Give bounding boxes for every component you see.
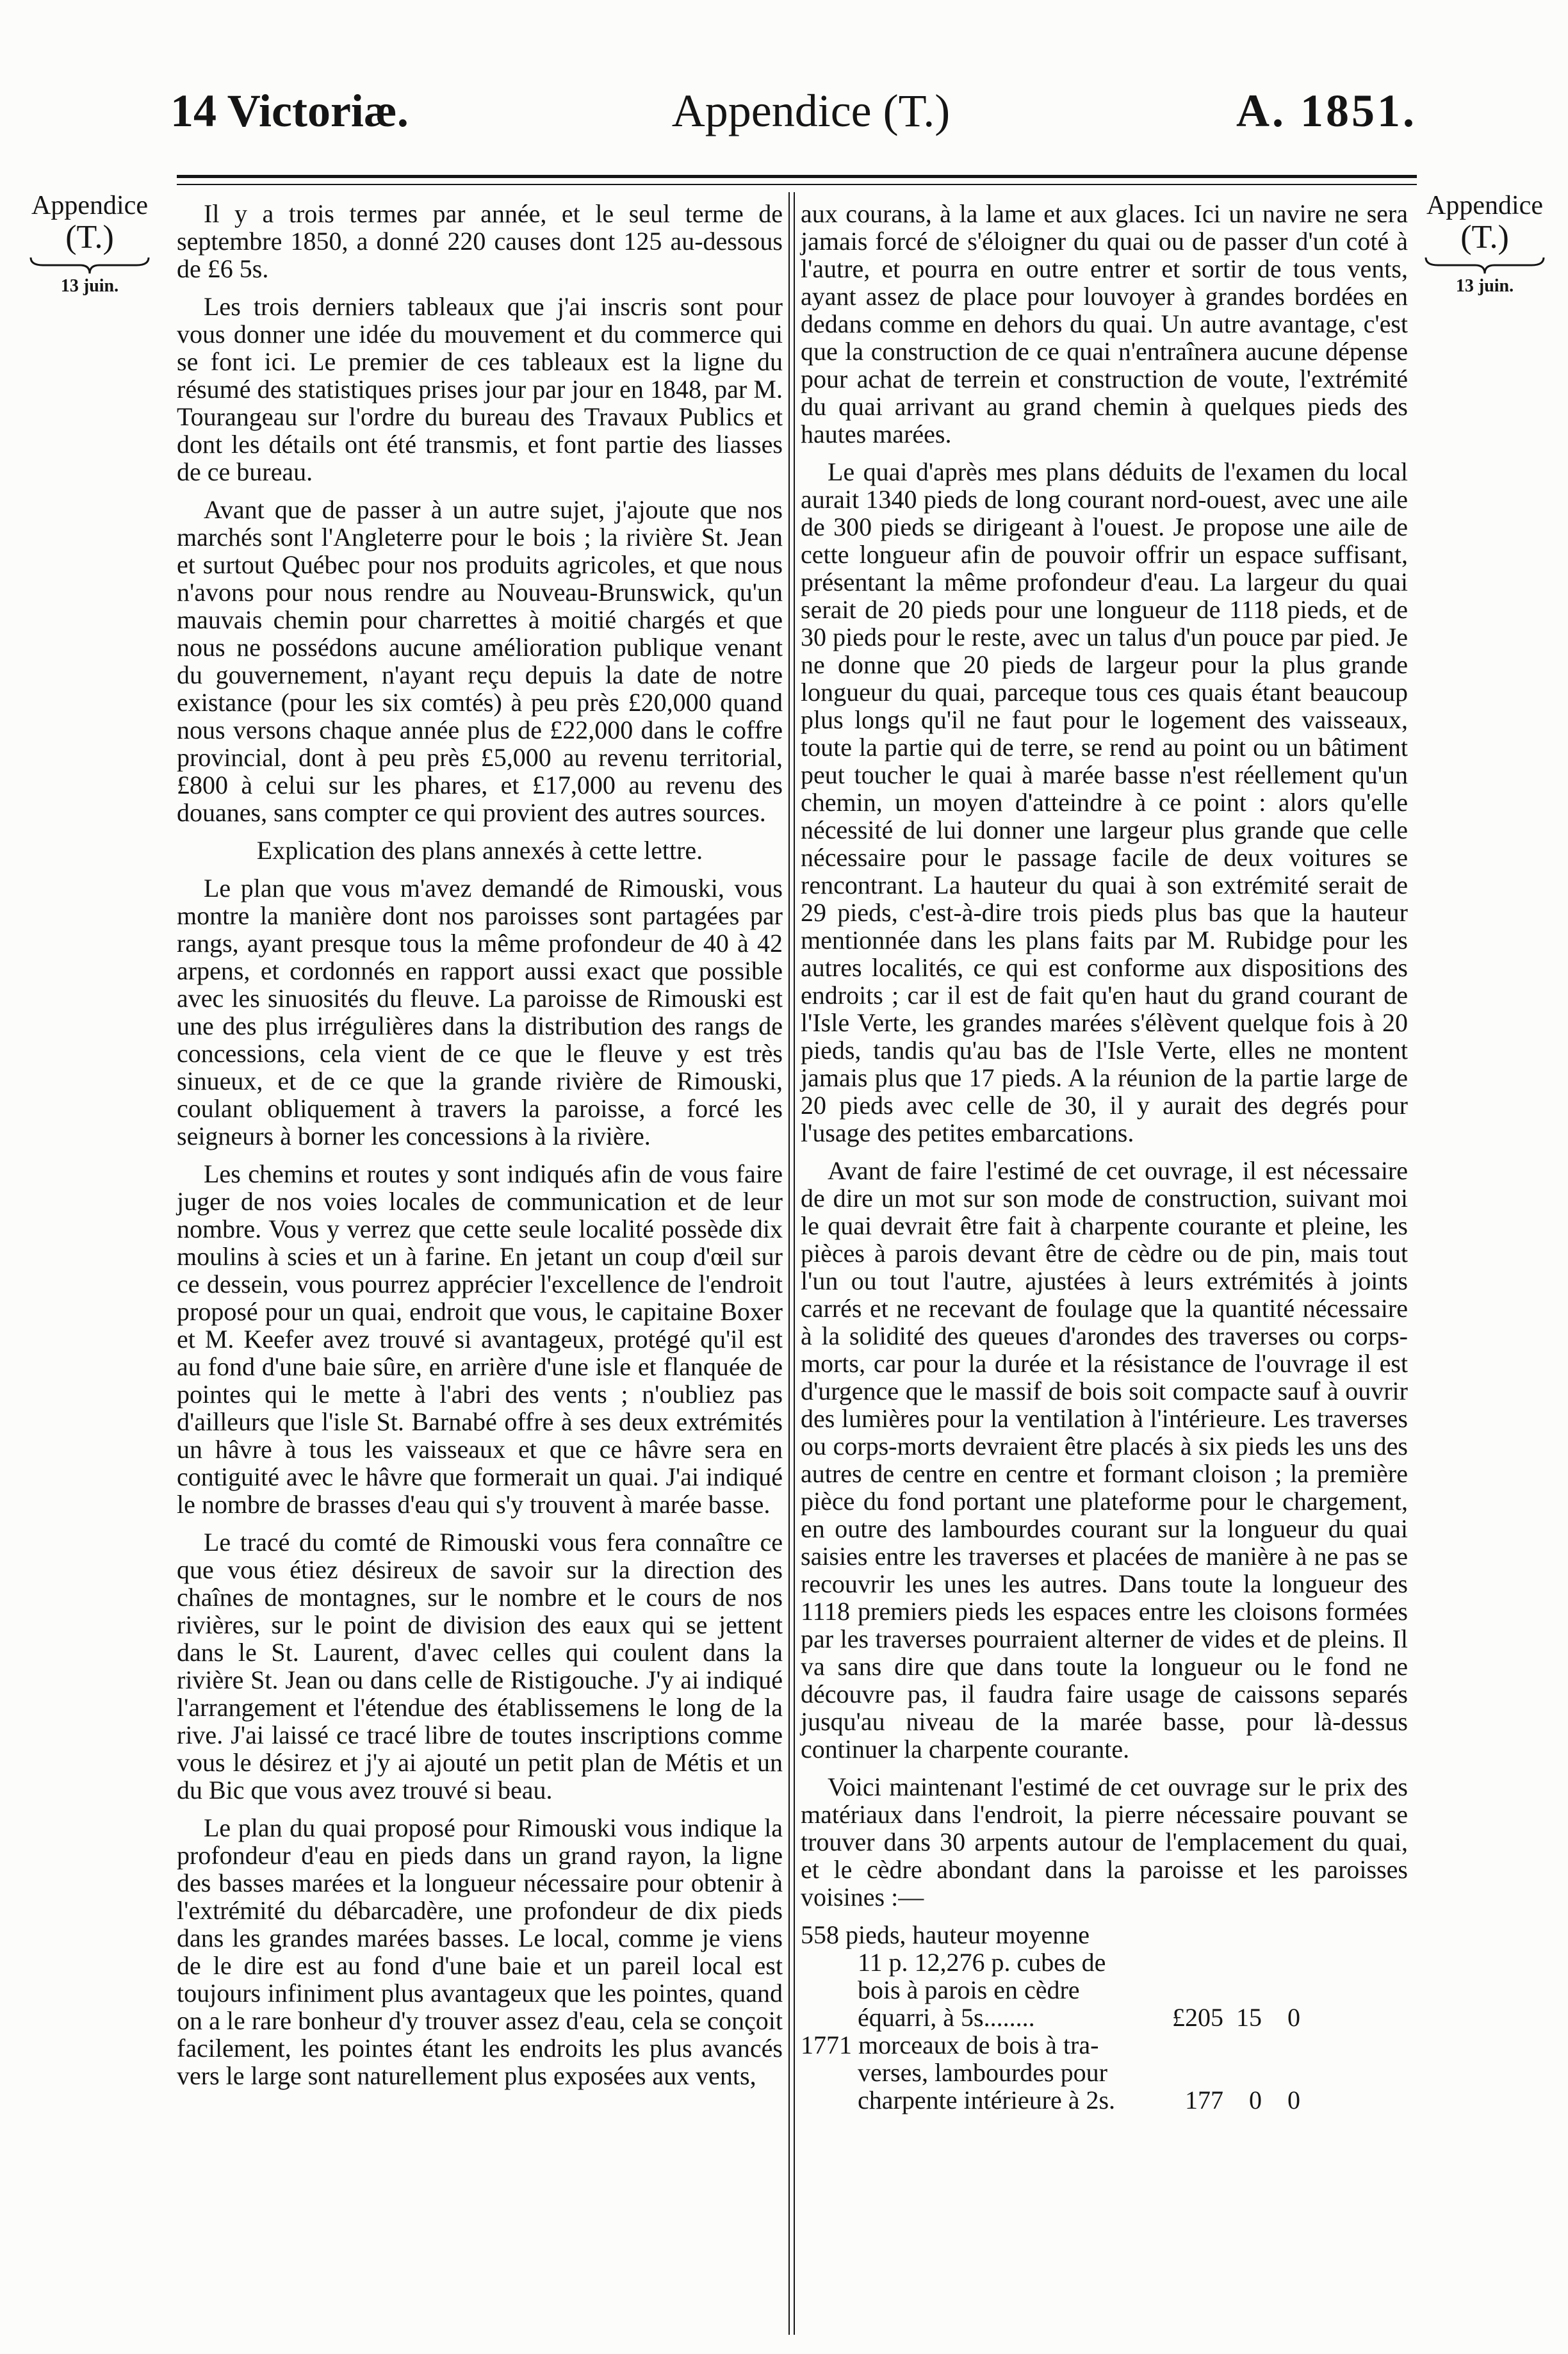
margin-note-date: 13 juin. — [60, 276, 119, 296]
paragraph: Avant que de passer à un autre sujet, j'ajoute que nos marchés sont l'Angleterre pour le bois ; la rivière St. Jean et surtout Québec pour nos produits agricoles, et que nous n'avons pour nous rendre au Nouveau-Brunswick, qu'un mauvais chemin pour charrettes à moitié chargés et que nous ne possédons aucune amélioration publique venant du gouvernement, n'ayant reçu depuis la date de notre existance (pour les six comtés) à peu près £20,000 quand nous versons chaque année plus de £22,000 dans le coffre provincial, dont à peu près £5,000 au revenu territorial, £800 à celui sur les phares, et £17,000 au revenu des douanes, sans compter ce qui provient des autres sources. — [177, 495, 783, 827]
header-rule-thick — [177, 175, 1417, 178]
margin-note-label: Appendice — [31, 191, 148, 220]
estimate-item-text: verses, lambourdes pour — [858, 2058, 1107, 2087]
estimate-line — [801, 2059, 1300, 2086]
estimate-pounds: 177 — [1185, 2086, 1223, 2114]
paragraph: Le plan que vous m'avez demandé de Rimouski, vous montre la manière dont nos paroisses sont partagées par rangs, ayant presque tous la même profondeur de 40 à 42 arpens, et cordonnés en rapport aussi exact que possible avec les sinuosités du fleuve. La paroisse de Rimouski est une des plus irrégulières dans la distribution des rangs de concessions, cela vient de ce que le fleuve y est très sinueux, et de ce que la grande rivière de Rimouski, coulant obliquement à travers la paroisse, a forcé les seigneurs à borner les concessions à la rivière. — [177, 874, 783, 1150]
paragraph-continued: aux courans, à la lame et aux glaces. Ici un navire ne sera jamais forcé de s'éloigner du quai ou de passer d'un coté à l'autre, et pourra en outre entrer et sortir de tous vents, ayant assez de place pour louvoyer à grandes bordées en dedans comme en dehors du quai. Un autre avantage, c'est que la construction de ce quai n'entraînera aucune dépense pour achat de terrein et construction de voute, l'extrémité du quai arrivant au grand chemin à quelques pieds des hautes marées. — [801, 199, 1408, 448]
margin-note-sub: (T.) — [1460, 219, 1509, 256]
estimate-line — [801, 2086, 1300, 2114]
header-appendix: Appendice (T.) — [671, 85, 951, 136]
margin-note-date: 13 juin. — [1455, 276, 1514, 296]
column-divider-line — [788, 192, 790, 2335]
estimate-pence: 0 — [1287, 2003, 1300, 2032]
brace-icon — [29, 256, 151, 275]
estimate-line — [801, 2004, 1300, 2031]
header-year: A. 1851. — [1236, 85, 1417, 136]
estimate-item-text: 558 pieds, hauteur moyenne — [801, 1920, 1090, 1949]
estimate-line — [801, 1949, 1300, 1976]
estimate-shillings: 0 — [1249, 2086, 1262, 2114]
paragraph: Les trois derniers tableaux que j'ai inscris sont pour vous donner une idée du mouvement et du commerce qui se font ici. Le premier de ces tableaux est la ligne du résumé des statistiques prises jour par jour en 1848, par M. Tourangeau sur l'ordre du bureau des Travaux Publics et dont les détails ont été transmis, et font partie des liasses de ce bureau. — [177, 292, 783, 486]
estimate-shillings: 15 — [1236, 2003, 1262, 2032]
estimate-pounds: £205 — [1172, 2003, 1223, 2032]
estimate-line — [801, 1976, 1300, 2004]
estimate-pence: 0 — [1287, 2086, 1300, 2114]
section-heading: Explication des plans annexés à cette lettre. — [256, 836, 703, 865]
left-column — [177, 200, 783, 2089]
paragraph: Voici maintenant l'estimé de cet ouvrage sur le prix des matériaux dans l'endroit, la pierre nécessaire pouvant se trouver dans 30 arpents autour de l'emplacement du quai, et le cèdre abondant dans la paroisse et les paroisses voisines :— — [801, 1772, 1408, 1911]
estimate-item-text: 1771 morceaux de bois à tra- — [801, 2031, 1099, 2059]
margin-note-label: Appendice — [1426, 191, 1543, 220]
margin-note-right — [1414, 191, 1555, 297]
paragraph: Le tracé du comté de Rimouski vous fera connaître ce que vous étiez désireux de savoir sur la direction des chaînes de montagnes, sur le nombre et le cours de nos rivières, sur le point de division des eaux qui se jettent dans le St. Laurent, d'avec celles qui coulent dans la rivière St. Jean ou dans celle de Ristigouche. J'y ai indiqué l'arrangement et l'étendue des établissemens le long de la rive. J'ai laissé ce tracé libre de toutes inscriptions comme vous le désirez et j'y ai ajouté un petit plan de Métis et un du Bic que vous avez trouvé si beau. — [177, 1528, 783, 1804]
estimate-item-text: bois à parois en cèdre — [858, 1975, 1080, 2004]
paragraph: Le plan du quai proposé pour Rimouski vous indique la profondeur d'eau en pieds dans un grand rayon, la ligne des basses marées et la longueur nécessaire pour obtenir à l'extrémité du débarcadère, une profondeur de dix pieds dans les grandes marées basses. Le local, comme je viens de le dire est au fond d'une baie et un pareil local est toujours infiniment plus avantageux que les pointes, quand on a le rare bonheur d'y trouver assez d'eau, cela se conçoit facilement, les pointes étant les endroits les plus avancés vers le large sont naturellement plus exposées aux vents, — [177, 1813, 783, 2090]
estimate-item-text: 11 p. 12,276 p. cubes de — [858, 1948, 1106, 1977]
header-volume: 14 Victoriæ. — [170, 85, 409, 136]
margin-note-left — [19, 191, 160, 297]
estimate-line — [801, 2031, 1300, 2059]
estimate-item-text: charpente intérieure à 2s. — [858, 2086, 1116, 2114]
estimate-item-text: équarri, à 5s........ — [858, 2003, 1035, 2032]
brace-icon — [1424, 256, 1546, 275]
margin-note-sub: (T.) — [65, 219, 114, 256]
column-divider-line — [794, 192, 795, 2335]
right-column — [801, 200, 1408, 2114]
paragraph: Il y a trois termes par année, et le seul terme de septembre 1850, a donné 220 causes dont 125 au-dessous de £6 5s. — [177, 199, 783, 283]
header-rule-thin — [177, 184, 1417, 185]
estimate-table — [801, 1921, 1300, 2114]
paragraph: Avant de faire l'estimé de cet ouvrage, il est nécessaire de dire un mot sur son mode de construction, suivant moi le quai devrait être fait à charpente courante et pleine, les pièces à parois devant être de cèdre ou de pin, mais tout l'un ou tout l'autre, ajustées à leurs extrémités à joints carrés et ne recevant de foulage que la quantité nécessaire à la solidité des queues d'arondes des traverses ou corps-morts, car pour la durée et la résistance de l'ouvrage il est d'urgence que le massif de bois soit compacte sauf à ouvrir des lumières pour la ventilation à l'intérieure. Les traverses ou corps-morts devraient être placés à six pieds les uns des autres de centre en centre et formant cloison ; la première pièce du fond portant une plateforme pour le chargement, en outre des lambourdes courant sur la longueur du quai saisies entre les traverses et placées de manière à ne pas se recouvrir les unes les autres. Dans toute la longueur des 1118 premiers pieds les espaces entre les cloisons formées par les traverses pourraient alterner de vides et de pleins. Il va sans dire que dans toute la longueur ou le fond ne découvre pas, il faudra faire usage de caissons separés jusqu'au niveau de la marée basse, pour là-dessus continuer la charpente courante. — [801, 1156, 1408, 1763]
estimate-line — [801, 1921, 1300, 1949]
paragraph: Le quai d'après mes plans déduits de l'examen du local aurait 1340 pieds de long courant nord-ouest, avec une aile de 300 pieds se dirigeant à l'ouest. Je propose une aile de cette longueur afin de pouvoir offrir un espace suffisant, présentant la même profondeur d'eau. La largeur du quai serait de 20 pieds pour une longueur de 1118 pieds, et de 30 pieds pour le reste, avec un talus d'un pouce par pied. Je ne donne que 20 pieds de largeur pour la plus grande longueur du quai, parceque tous ces quais étant beaucoup plus longs qu'il ne faut pour le logement des vaisseaux, toute la partie qui de terre, se rend au point ou un bâtiment peut toucher le quai à marée basse n'est réellement qu'un chemin, un moyen d'atteindre à ce point : alors qu'elle nécessité de lui donner une largeur plus grande que celle nécessaire pour le passage facile de deux voitures se rencontrant. La hauteur du quai à son extrémité serait de 29 pieds, c'est-à-dire trois pieds plus bas que la hauteur mentionnée dans les plans faits par M. Rubidge pour les autres localités, ce qui est conforme aux dispositions des endroits ; car il est de fait qu'en haut du grand courant de l'Isle Verte, les grandes marées s'élèvent quelque fois à 20 pieds, tandis qu'au bas de l'Isle Verte, elles ne montent jamais plus que 17 pieds. A la réunion de la partie large de 20 pieds avec celle de 30, il y aurait des degrés pour l'usage des petites embarcations. — [801, 457, 1408, 1147]
paragraph: Les chemins et routes y sont indiqués afin de vous faire juger de nos voies locales de communication et de leur nombre. Vous y verrez que cette seule localité possède dix moulins à scies et un à farine. En jetant un coup d'œil sur ce dessein, vous pourrez apprécier l'excellence de l'endroit proposé pour un quai, endroit que vous, le capitaine Boxer et M. Keefer avez trouvé si avantageux, protégé qu'il est au fond d'une baie sûre, en arrière d'une isle et flanquée de pointes qui le mette à l'abri des vents ; n'oubliez pas d'ailleurs que l'isle St. Barnabé offre à ses deux extrémités un hâvre à tous les vaisseaux et que ce hâvre sera en contiguité avec le hâvre que formerait un quai. J'ai indiqué le nombre de brasses d'eau qui s'y trouvent à marée basse. — [177, 1159, 783, 1519]
